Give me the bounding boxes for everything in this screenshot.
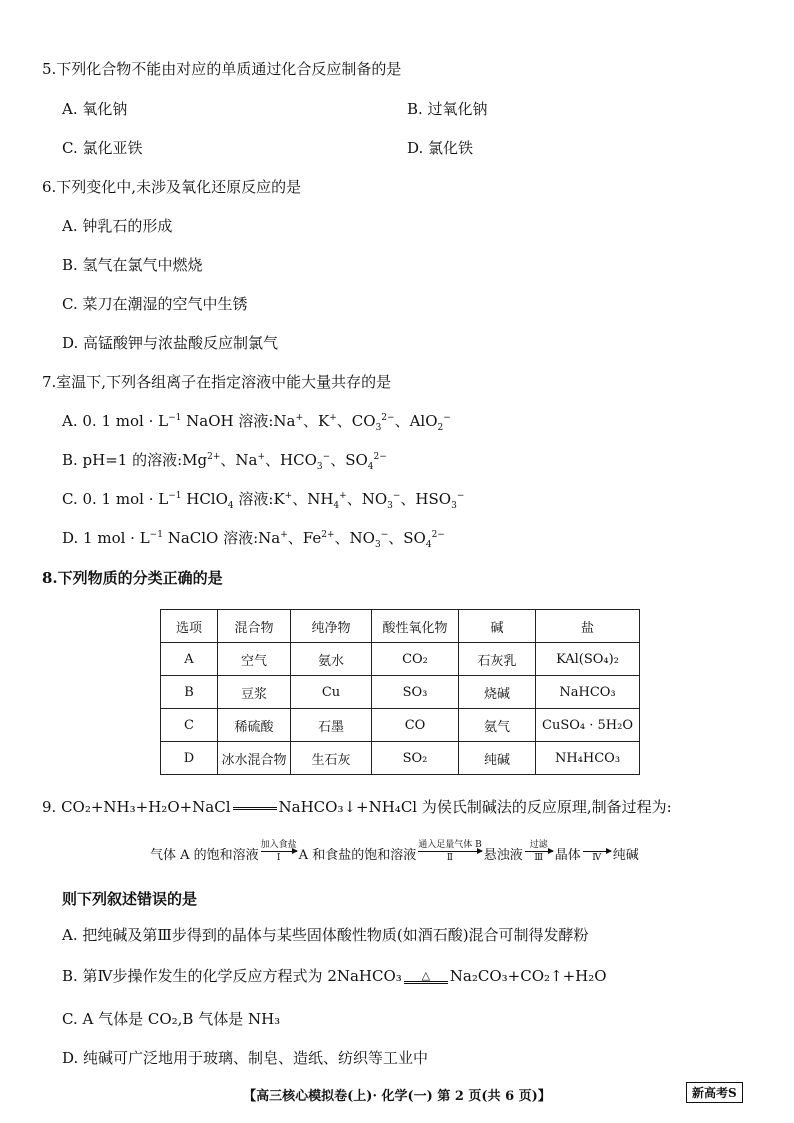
q5-option-b: B. 过氧化钠	[407, 100, 488, 118]
q5-stem: 5.下列化合物不能由对应的单质通过化合反应制备的是	[42, 60, 402, 78]
table-cell: 烧碱	[459, 676, 536, 709]
table-cell: NH₄HCO₃	[536, 742, 640, 775]
q9-option-a: A. 把纯碱及第Ⅲ步得到的晶体与某些固体酸性物质(如酒石酸)混合可制得发酵粉	[62, 926, 589, 944]
process-arrow-3: 过滤 Ⅲ	[525, 840, 553, 863]
table-cell: Cu	[291, 676, 372, 709]
table-cell: 冰水混合物	[218, 742, 291, 775]
page-footer: 【高三核心模拟卷(上)· 化学(一) 第 2 页(共 6 页)】	[243, 1089, 551, 1104]
table-cell: CO	[372, 709, 459, 742]
process-step-1: 气体 A 的饱和溶液	[150, 848, 259, 863]
table-row	[161, 742, 640, 775]
q5-option-c: C. 氯化亚铁	[62, 139, 143, 157]
q7-option-d: D. 1 mol · $L^{-1}$ NaClO 溶液:Na+、$Fe^{2+}$、$NO_3^-$、$SO_4^{2-}$	[62, 529, 445, 550]
table-cell: KAl(SO₄)₂	[536, 643, 640, 676]
process-step-3: 悬浊液	[483, 848, 523, 863]
q9-option-c: C. A 气体是 CO₂,B 气体是 NH₃	[62, 1010, 281, 1028]
table-header-row	[161, 610, 640, 643]
process-flow	[150, 840, 639, 863]
table-cell: 稀硫酸	[218, 709, 291, 742]
table-row	[161, 676, 640, 709]
table-cell: 纯碱	[459, 742, 536, 775]
table-cell: 空气	[218, 643, 291, 676]
table-cell: CuSO₄ · 5H₂O	[536, 709, 640, 742]
table-header-cell: 混合物	[218, 610, 291, 643]
table-header-cell: 碱	[459, 610, 536, 643]
table-header-cell: 纯净物	[291, 610, 372, 643]
table-cell: 氨水	[291, 643, 372, 676]
classification-table	[160, 609, 640, 775]
process-arrow-4: Ⅳ	[583, 840, 611, 863]
process-step-2: A 和食盐的饱和溶液	[298, 848, 417, 863]
q5-option-a: A. 氧化钠	[62, 100, 128, 118]
q6-stem: 6.下列变化中,未涉及氧化还原反应的是	[42, 178, 302, 196]
table-cell: NaHCO₃	[536, 676, 640, 709]
process-arrow-1: 加入食盐 Ⅰ	[260, 840, 297, 863]
table-cell: B	[161, 676, 218, 709]
q9-option-b: B. 第Ⅳ步操作发生的化学反应方程式为 2NaHCO₃ △ Na₂CO₃+CO₂↑+H₂O	[62, 967, 607, 985]
table-cell: 豆浆	[218, 676, 291, 709]
exam-badge: 新高考S	[686, 1082, 743, 1103]
q6-option-a: A. 钟乳石的形成	[62, 217, 173, 235]
q7-option-c: C. 0. 1 mol · $L^{-1}$ HClO$_4$ 溶液:K+、$NH_4^+$、$NO_3^-$、$HSO_3^-$	[62, 490, 465, 511]
table-cell: 石灰乳	[459, 643, 536, 676]
q5-option-d: D. 氯化铁	[407, 139, 474, 157]
q7-option-b: B. pH=1 的溶液$:Mg^{2+}$、Na+、$HCO_3^-$、$SO_4^{2-}$	[62, 451, 387, 472]
table-cell: D	[161, 742, 218, 775]
process-step-5: 纯碱	[612, 848, 639, 863]
table-cell: CO₂	[372, 643, 459, 676]
table-cell: 石墨	[291, 709, 372, 742]
table-cell: 氨气	[459, 709, 536, 742]
q9-option-d: D. 纯碱可广泛地用于玻璃、制皂、造纸、纺织等工业中	[62, 1049, 429, 1067]
table-row	[161, 643, 640, 676]
q6-option-d: D. 高锰酸钾与浓盐酸反应制氯气	[62, 334, 279, 352]
q8-stem: 8.下列物质的分类正确的是	[42, 569, 223, 587]
q7-option-a: A. 0. 1 mol · $L^{-1}$ NaOH 溶液:Na+、K+、$CO_3^{2-}$、AlO$_2$−	[62, 412, 451, 433]
table-cell: A	[161, 643, 218, 676]
q9-stem: 9. CO₂+NH₃+H₂O+NaCl NaHCO₃↓+NH₄Cl 为侯氏制碱法的反应原理,制备过程为:	[42, 798, 672, 816]
table-header-cell: 盐	[536, 610, 640, 643]
process-step-4: 晶体	[554, 848, 581, 863]
table-cell: SO₂	[372, 742, 459, 775]
q6-option-c: C. 菜刀在潮湿的空气中生锈	[62, 295, 248, 313]
table-row	[161, 709, 640, 742]
q9-lead: 则下列叙述错误的是	[62, 890, 198, 908]
table-cell: 生石灰	[291, 742, 372, 775]
process-arrow-2: 通入足量气体 B Ⅱ	[418, 840, 482, 863]
table-cell: C	[161, 709, 218, 742]
table-header-cell: 选项	[161, 610, 218, 643]
table-cell: SO₃	[372, 676, 459, 709]
q7-stem: 7.室温下,下列各组离子在指定溶液中能大量共存的是	[42, 373, 392, 391]
q6-option-b: B. 氢气在氯气中燃烧	[62, 256, 203, 274]
table-header-cell: 酸性氧化物	[372, 610, 459, 643]
equals-bar	[233, 807, 277, 810]
heat-equals-sign: △	[404, 970, 448, 984]
